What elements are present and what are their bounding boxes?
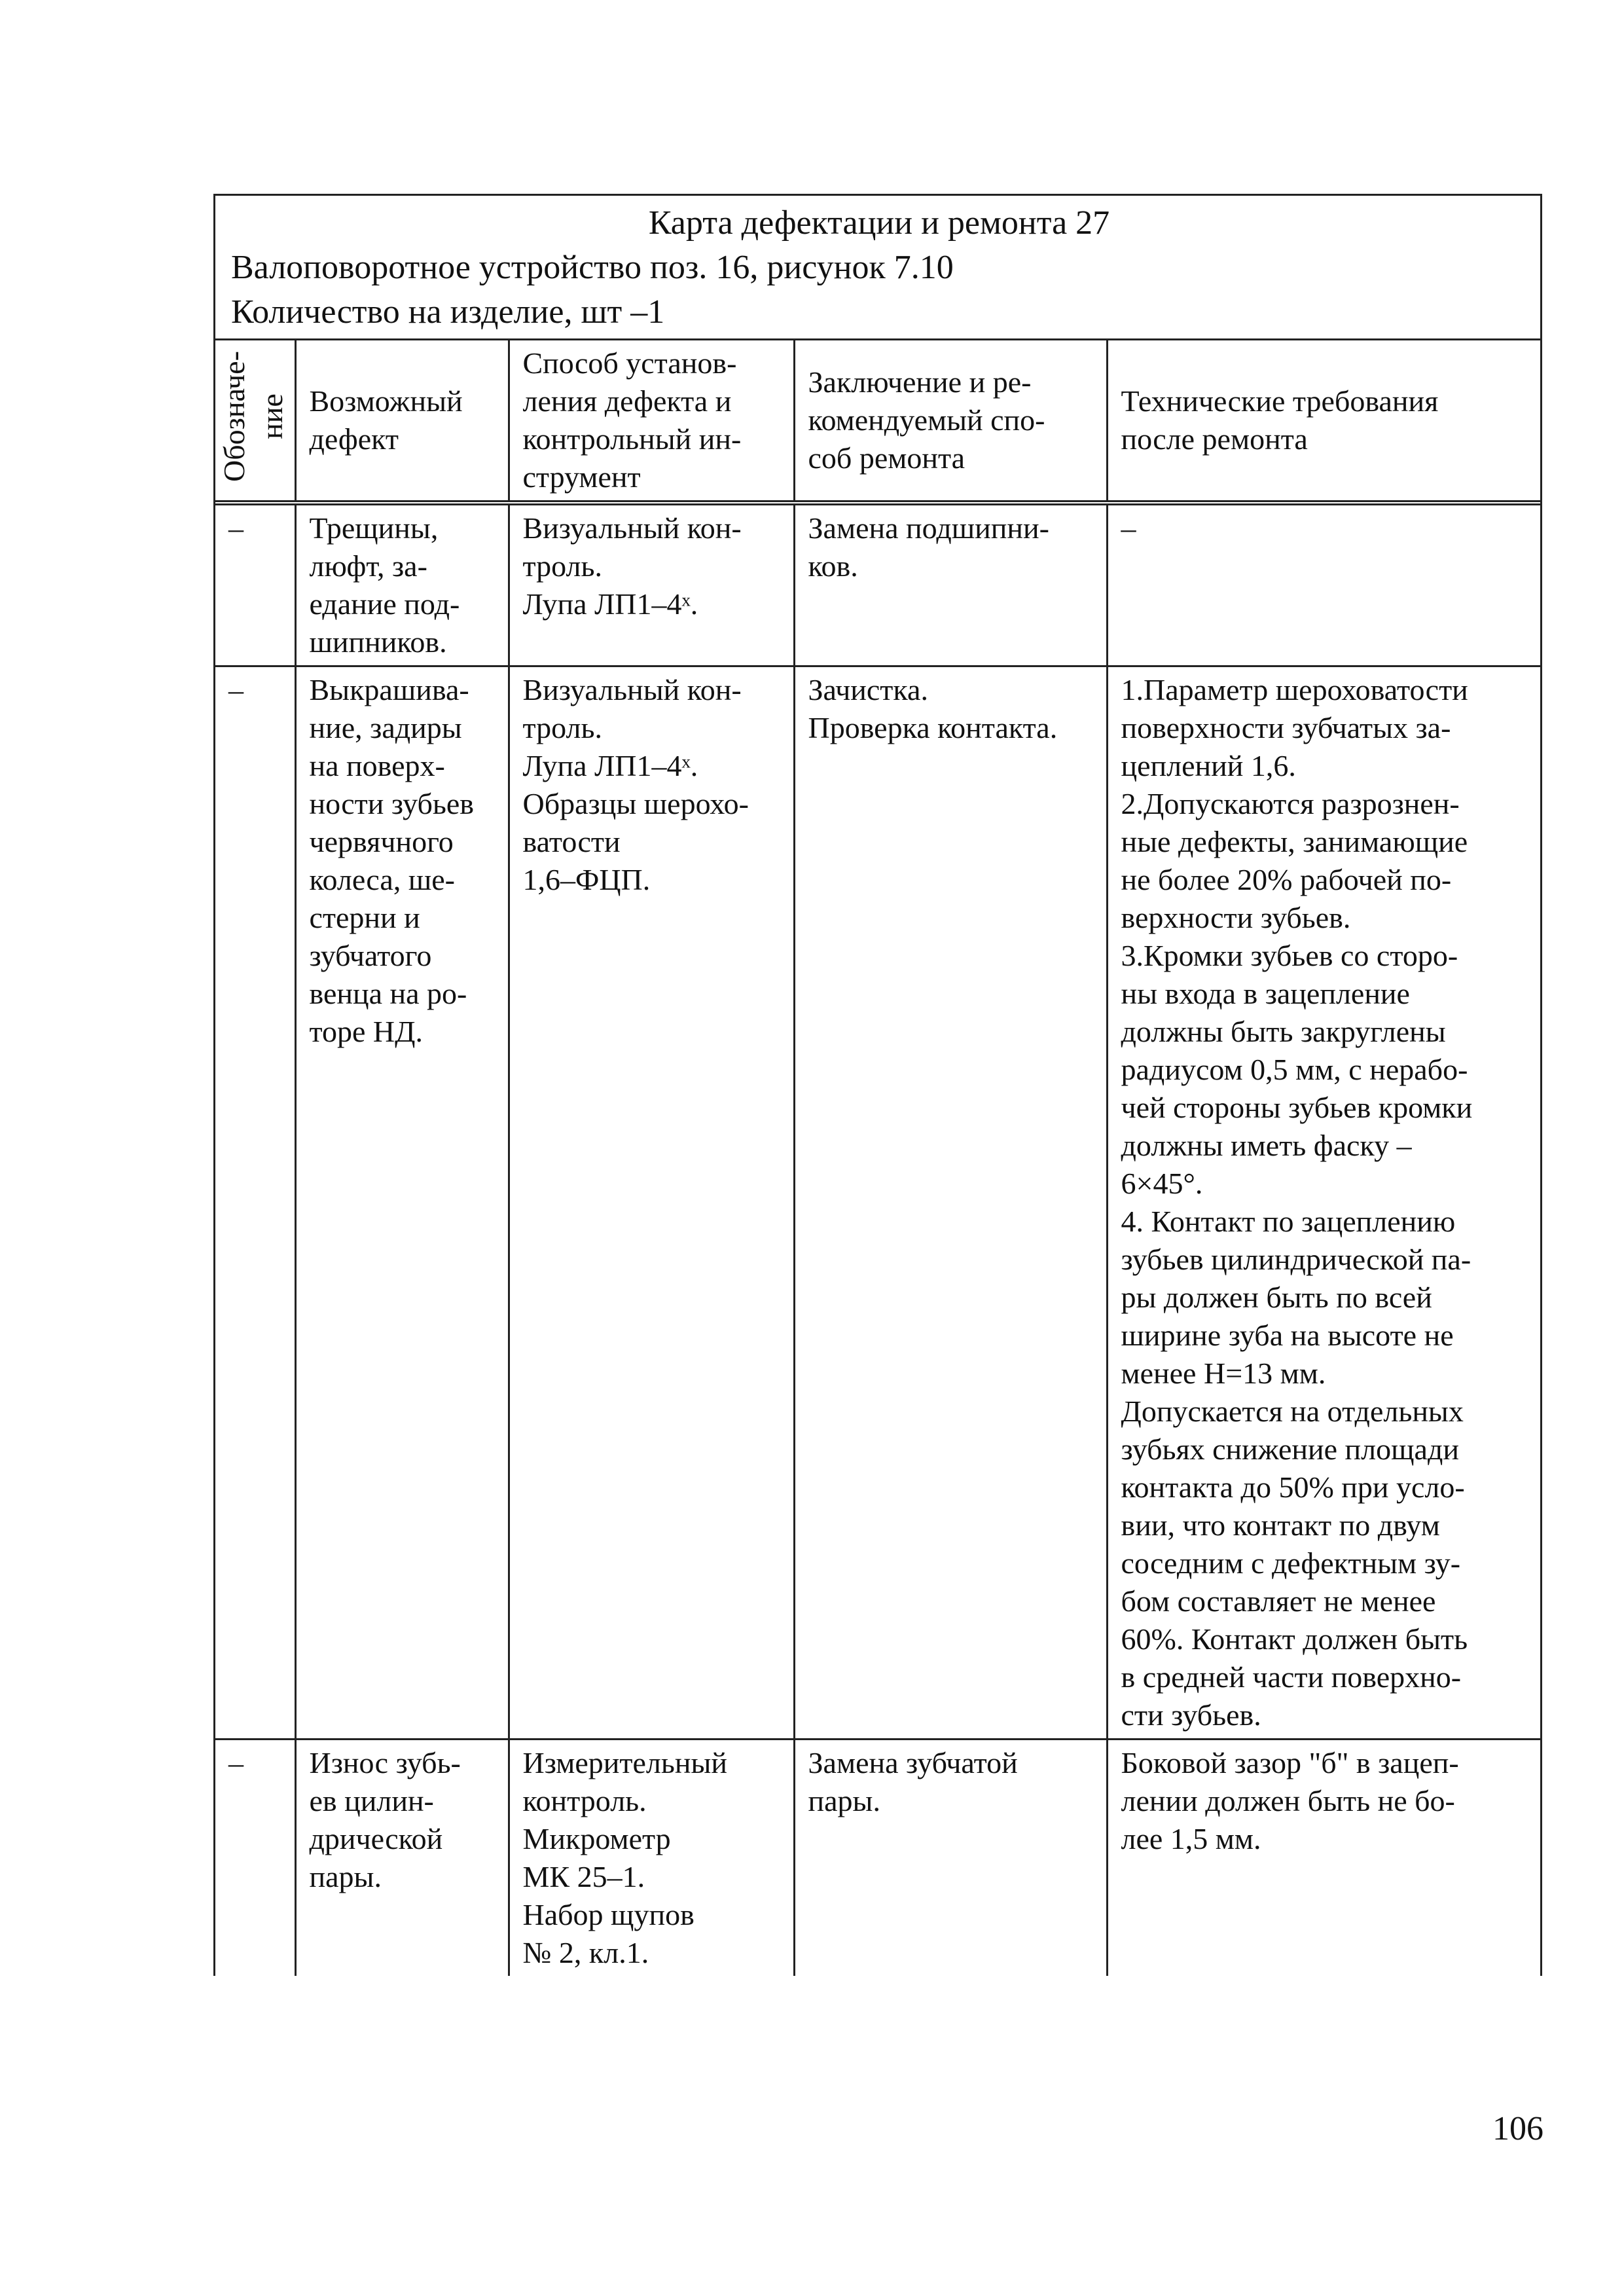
cell-method: Визуальный кон- троль. Лупа ЛП1–4ˣ.: [509, 503, 794, 666]
card-header: [215, 196, 1540, 338]
header-method: Способ установ- ления дефекта и контрольный ин- струмент: [509, 340, 794, 503]
cell-defect: Выкрашива- ние, задиры на поверх- ности зубьев червячного колеса, ше- стерни и зубчатого венца на ро- торе НД.: [295, 666, 509, 1740]
cell-conclusion: Зачистка. Проверка контакта.: [794, 666, 1107, 1740]
cell-designation: –: [215, 1740, 295, 1977]
table-row: [215, 1740, 1540, 1977]
header-defect: Возможный дефект: [295, 340, 509, 503]
page-number: 106: [1492, 2110, 1543, 2147]
cell-conclusion: Замена зубчатой пары.: [794, 1740, 1107, 1977]
table-row: [215, 503, 1540, 666]
table-row: [215, 666, 1540, 1740]
header-designation-label: Обозначе- ние: [217, 351, 289, 482]
cell-designation: –: [215, 503, 295, 666]
table-header-row: [215, 340, 1540, 503]
cell-method: Измерительный контроль. Микрометр МК 25–1. Набор щупов № 2, кл.1.: [509, 1740, 794, 1977]
cell-defect: Износ зубь- ев цилин- дрической пары.: [295, 1740, 509, 1977]
card-quantity: Количество на изделие, шт –1: [231, 293, 665, 331]
cell-conclusion: Замена подшипни- ков.: [794, 503, 1107, 666]
cell-method: Визуальный кон- троль. Лупа ЛП1–4ˣ. Образцы шерохо- ватости 1,6–ФЦП.: [509, 666, 794, 1740]
card-title: Карта дефектации и ремонта 27: [648, 204, 1110, 242]
defect-repair-card: [213, 194, 1542, 1976]
cell-requirements: 1.Параметр шероховатости поверхности зубчатых за- цеплений 1,6. 2.Допускаются разрознен- ные дефекты, занимающие не более 20% рабочей по- верхности зубьев. 3.Кромки зубьев со сторо- ны входа в зацепление должны быть закруглены радиусом 0,5 мм, с нерабо- чей стороны зубьев кромки должны иметь фаску – 6×45°. 4. Контакт по зацеплению зубьев цилиндрической па- ры должен быть по всей ширине зуба на высоте не менее Н=13 мм. Допускается на отдельных зубьях снижение площади контакта до 50% при усло- вии, что контакт по двум соседним с дефектным зу- бом составляет не менее 60%. Контакт должен быть в средней части поверхно- сти зубьев.: [1107, 666, 1540, 1740]
cell-defect: Трещины, люфт, за- едание под- шипников.: [295, 503, 509, 666]
cell-requirements: Боковой зазор "б" в зацеп- лении должен быть не бо- лее 1,5 мм.: [1107, 1740, 1540, 1977]
header-designation: [215, 340, 295, 503]
header-requirements: Технические требования после ремонта: [1107, 340, 1540, 503]
cell-designation: –: [215, 666, 295, 1740]
cell-requirements: –: [1107, 503, 1540, 666]
card-subtitle: Валоповоротное устройство поз. 16, рисунок 7.10: [231, 249, 954, 286]
defect-table: [215, 338, 1540, 1976]
header-conclusion: Заключение и ре- комендуемый спо- соб ремонта: [794, 340, 1107, 503]
